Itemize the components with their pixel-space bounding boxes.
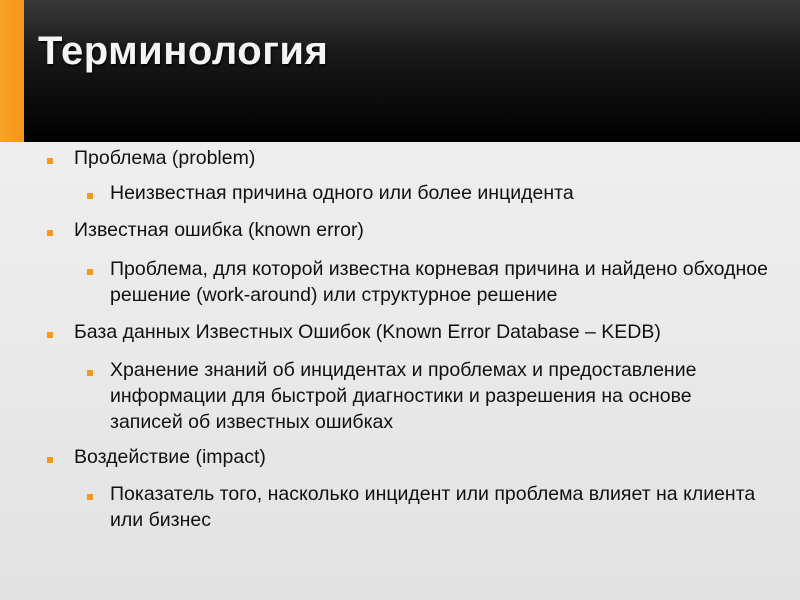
bullet-marker	[87, 494, 93, 500]
list-item-level1: Известная ошибка (known error)	[74, 219, 364, 241]
accent-bar	[0, 0, 24, 142]
title-header	[0, 0, 800, 142]
bullet-marker	[87, 370, 93, 376]
bullet-marker	[47, 158, 53, 164]
list-item-level1: Проблема (problem)	[74, 147, 256, 169]
list-item-level2: Показатель того, насколько инцидент или проблема влияет на клиента или бизнес	[110, 483, 756, 531]
list-item-level1: База данных Известных Ошибок (Known Error Database – KEDB)	[74, 321, 661, 343]
bullet-marker	[47, 332, 53, 338]
bullet-marker	[47, 230, 53, 236]
list-item-level2: Проблема, для которой известна корневая причина и найдено обходное решение (work-around) или структурное решение	[110, 258, 768, 306]
bullet-marker	[47, 457, 53, 463]
bullet-marker	[87, 193, 93, 199]
list-item-level1: Воздействие (impact)	[74, 446, 266, 468]
slide-title: Терминология	[38, 29, 329, 73]
list-item-level2: Хранение знаний об инцидентах и проблемах и предоставление информации для быстрой диагностики и разрешения на основе записей об известных ошибках	[110, 359, 697, 433]
bullet-marker	[87, 269, 93, 275]
list-item-level2: Неизвестная причина одного или более инцидента	[110, 182, 574, 204]
